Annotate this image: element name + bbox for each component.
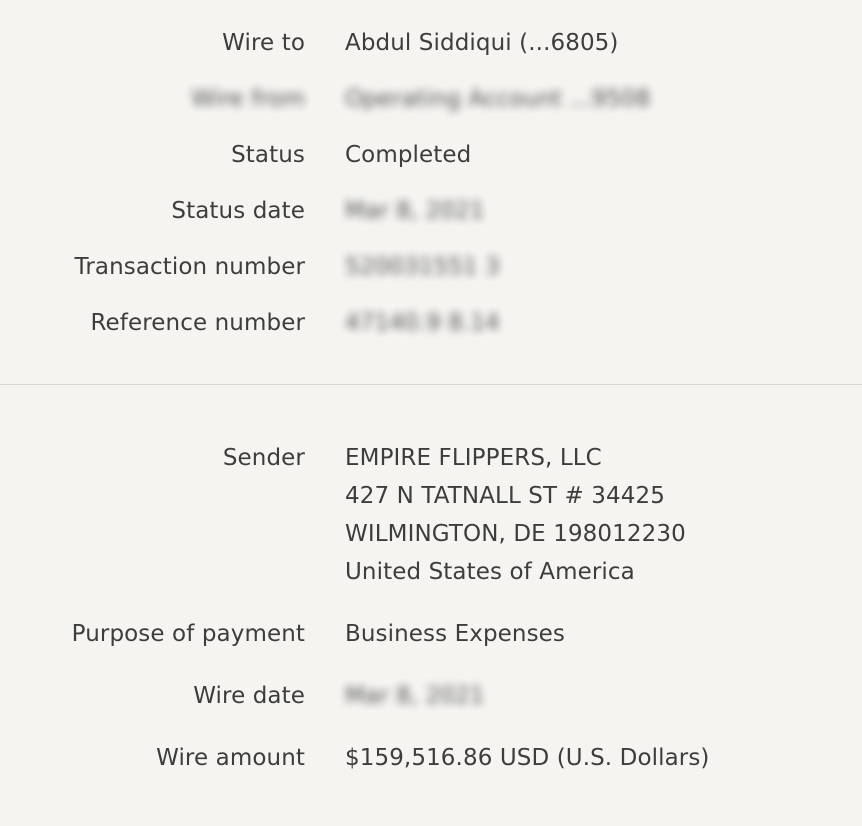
- detail-value: Business Expenses: [345, 621, 566, 647]
- detail-row-status: [0, 140, 862, 170]
- detail-row-wire-date: [0, 681, 862, 711]
- detail-row-sender: [0, 443, 862, 587]
- detail-label: Status: [231, 142, 305, 168]
- detail-label: Wire amount: [156, 745, 305, 771]
- sender-address-line: EMPIRE FLIPPERS, LLC: [345, 445, 602, 471]
- detail-label: Wire to: [222, 30, 305, 56]
- detail-row-wire-amount: [0, 743, 862, 773]
- detail-label: Wire date: [193, 683, 305, 709]
- detail-row-status-date: [0, 196, 862, 226]
- detail-row-reference-number: [0, 308, 862, 338]
- detail-row-transaction-number: [0, 252, 862, 282]
- top-spacer: [0, 0, 862, 28]
- detail-row-purpose-of-payment: [0, 619, 862, 649]
- detail-value: 520031551 3: [345, 254, 500, 280]
- detail-value: Mar 8, 2021: [345, 683, 485, 709]
- detail-label: Purpose of payment: [71, 621, 305, 647]
- detail-value: 47140.9 8.14: [345, 310, 500, 336]
- pre-divider-spacer: [0, 338, 862, 384]
- detail-value: Abdul Siddiqui (...6805): [345, 30, 619, 56]
- detail-label: Reference number: [90, 310, 305, 336]
- detail-label: Transaction number: [74, 254, 305, 280]
- detail-value: Mar 8, 2021: [345, 198, 485, 224]
- transaction-details-section: [0, 28, 862, 338]
- post-divider-spacer: [0, 385, 862, 443]
- sender-address-line: United States of America: [345, 559, 635, 585]
- detail-row-wire-to: [0, 28, 862, 58]
- detail-label: Wire from: [191, 86, 305, 112]
- payment-details-section: [0, 443, 862, 773]
- status-value: Completed: [345, 142, 472, 168]
- detail-label: Sender: [222, 445, 305, 471]
- detail-row-wire-from: [0, 84, 862, 114]
- sender-address: [305, 443, 686, 587]
- sender-address-line: 427 N TATNALL ST # 34425: [345, 483, 665, 509]
- sender-address-line: WILMINGTON, DE 198012230: [345, 521, 686, 547]
- detail-value: Operating Account ...9508: [345, 86, 651, 112]
- detail-label: Status date: [171, 198, 305, 224]
- wire-amount-value: $159,516.86 USD (U.S. Dollars): [345, 745, 710, 771]
